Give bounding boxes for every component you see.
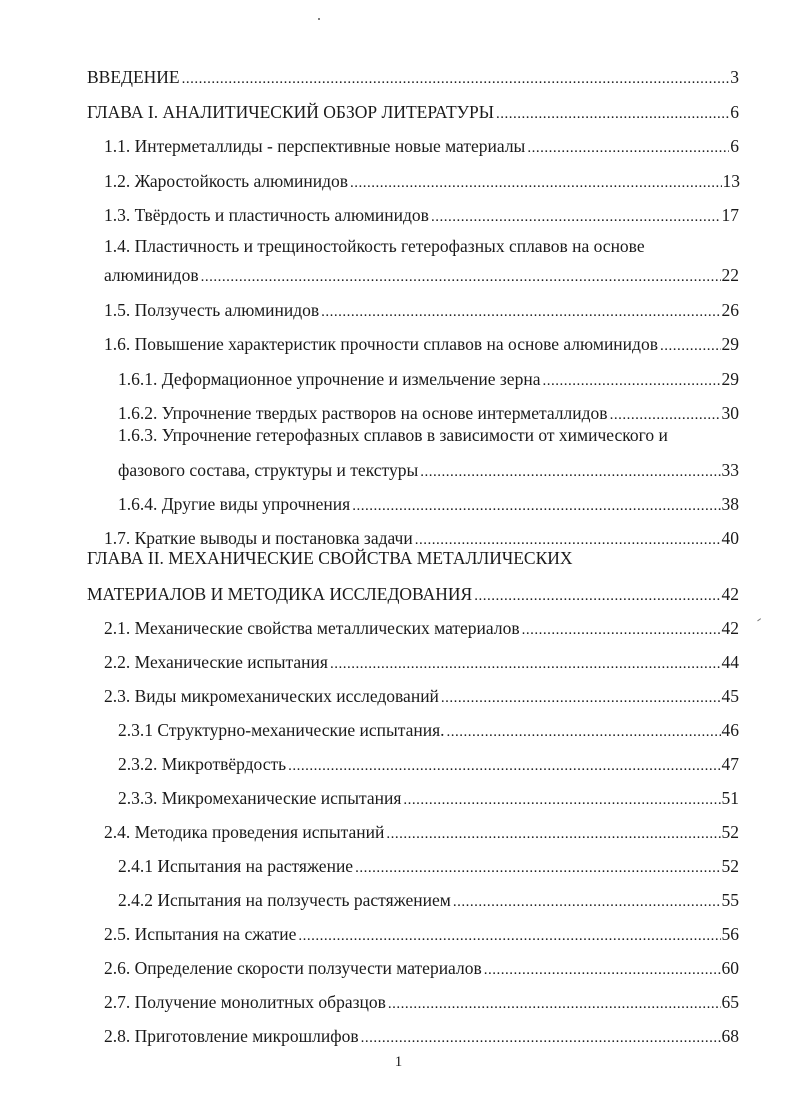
toc-entry-page: 6 [730,102,739,122]
toc-entry-title: 1.6.4. Другие виды упрочнения [118,494,351,514]
toc-entry-page: 30 [721,403,739,423]
toc-entry-title: ВВЕДЕНИЕ [87,67,180,87]
toc-entry-1-6-3[interactable] [118,451,739,481]
toc-entry-page: 45 [721,686,739,706]
toc-entry-title: алюминидов [104,265,199,285]
dot-leader [453,889,721,911]
toc-entry-title: 2.3.2. Микротвёрдость [118,754,287,774]
toc-entry-title: фазового состава, структуры и текстуры [118,460,419,480]
dot-leader [496,101,729,123]
toc-entry-page: 52 [721,822,739,842]
toc-entry-page: 68 [721,1026,739,1046]
toc-entry-2-4-1[interactable] [118,847,739,877]
dot-leader [403,787,720,809]
dot-leader [660,333,721,355]
toc-entry-1-1[interactable] [104,127,739,157]
dot-leader [298,923,720,945]
toc-entry-title: 1.6.2. Упрочнение твердых растворов на основе интерметаллидов [118,403,608,423]
toc-entry-page: 42 [721,584,739,604]
toc-entry-title: 1.6. Повышение характеристик прочности сплавов на основе алюминидов [104,334,658,354]
toc-entry-1-3[interactable] [104,196,739,226]
dot-leader [542,368,720,390]
toc-entry-title: 2.4.2 Испытания на ползучесть растяжением [118,890,451,910]
dot-leader [441,685,721,707]
scan-speck [318,18,320,20]
toc-entry-title: 2.5. Испытания на сжатие [104,924,297,944]
toc-entry-page: 6 [730,136,739,156]
scan-mark [757,618,763,624]
dot-leader [352,493,720,515]
toc-entry-page: 60 [721,958,739,978]
toc-entry-page: 52 [721,856,739,876]
toc-entry-chapter-1[interactable] [87,93,739,123]
toc-entry-page: 26 [721,300,739,320]
dot-leader [474,583,720,605]
toc-entry-title: 2.3.1 Структурно-механические испытания. [118,720,445,740]
toc-entry-title: 1.2. Жаростойкость алюминидов [104,171,349,191]
toc-entry-2-1[interactable] [104,609,739,639]
toc-entry-1-6-4[interactable] [118,485,739,515]
toc-entry-page: 46 [721,720,739,740]
toc-entry-title: 2.2. Механические испытания [104,652,328,672]
toc-entry-page: 33 [721,460,739,480]
toc-entry-page: 42 [721,618,739,638]
toc-entry-page: 29 [721,369,739,389]
dot-leader [447,719,721,741]
toc-entry-1-6-3-line1[interactable]: 1.6.3. Упрочнение гетерофазных сплавов в зависимости от химического и [118,425,668,445]
toc-entry-1-6-1[interactable] [118,360,739,390]
dot-leader [288,753,720,775]
toc-entry-1-6[interactable] [104,325,739,355]
toc-entry-title: 1.5. Ползучесть алюминидов [104,300,320,320]
toc-entry-title: 2.6. Определение скорости ползучести материалов [104,958,482,978]
toc-entry-page: 22 [721,265,739,285]
dot-leader [431,204,721,226]
toc-entry-page: 47 [721,754,739,774]
toc-entry-title: 2.3.3. Микромеханические испытания [118,788,402,808]
dot-leader [386,821,720,843]
toc-entry-1-5[interactable] [104,291,739,321]
toc-entry-title: 1.1. Интерметаллиды - перспективные новые материалы [104,136,526,156]
dot-leader [355,855,720,877]
toc-entry-page: 17 [721,205,739,225]
toc-entry-title: 2.8. Приготовление микрошлифов [104,1026,359,1046]
toc-entry-2-3-2[interactable] [118,745,739,775]
toc-entry-title: МАТЕРИАЛОВ И МЕТОДИКА ИССЛЕДОВАНИЯ [87,584,473,604]
toc-entry-title: 1.6.1. Деформационное упрочнение и измельчение зерна [118,369,541,389]
toc-entry-page: 29 [721,334,739,354]
toc-entry-title: 2.4. Методика проведения испытаний [104,822,385,842]
toc-entry-page: 51 [721,788,739,808]
toc-entry-2-8[interactable] [104,1017,739,1047]
dot-leader [330,651,721,673]
dot-leader [321,299,720,321]
dot-leader [350,170,721,192]
toc-entry-page: 13 [722,171,740,191]
toc-entry-page: 56 [721,924,739,944]
toc-entry-1-6-2[interactable] [118,394,739,424]
toc-entry-title: 2.1. Механические свойства металлических материалов [104,618,520,638]
dot-leader [361,1025,721,1047]
dot-leader [484,957,721,979]
dot-leader [415,527,721,549]
toc-entry-1-2[interactable] [104,162,740,192]
toc-entry-title: 2.7. Получение монолитных образцов [104,992,386,1012]
page-number: 1 [394,1054,403,1070]
toc-entry-2-4-2[interactable] [118,881,739,911]
toc-entry-page: 44 [721,652,739,672]
dot-leader [522,617,721,639]
toc-entry-2-3-3[interactable] [118,779,739,809]
toc-entry-1-7[interactable] [104,519,739,549]
toc-entry-page: 38 [721,494,739,514]
toc-entry-2-2[interactable] [104,643,739,673]
dot-leader [201,264,721,286]
toc-entry-2-5[interactable] [104,915,739,945]
dot-leader [527,135,729,157]
toc-entry-2-3-1[interactable] [118,711,739,741]
dot-leader [182,66,730,88]
toc-entry-page: 3 [730,67,739,87]
dot-leader [610,402,721,424]
toc-entry-introduction[interactable] [87,58,739,88]
toc-entry-2-4[interactable] [104,813,739,843]
toc-entry-2-7[interactable] [104,983,739,1013]
toc-entry-chapter-2[interactable] [87,575,739,605]
dot-leader [420,459,720,481]
toc-entry-title: 2.4.1 Испытания на растяжение [118,856,354,876]
toc-entry-1-4[interactable] [104,256,739,286]
toc-entry-1-4-line1[interactable]: 1.4. Пластичность и трещиностойкость гетерофазных сплавов на основе [104,236,645,256]
dot-leader [388,991,721,1013]
toc-entry-chapter-2-line1[interactable]: ГЛАВА II. МЕХАНИЧЕСКИЕ СВОЙСТВА МЕТАЛЛИЧЕСКИХ [87,548,573,568]
toc-entry-2-3[interactable] [104,677,739,707]
toc-entry-title: 2.3. Виды микромеханических исследований [104,686,439,706]
toc-entry-title: 1.7. Краткие выводы и постановка задачи [104,528,413,548]
toc-entry-page: 40 [721,528,739,548]
toc-entry-title: ГЛАВА I. АНАЛИТИЧЕСКИЙ ОБЗОР ЛИТЕРАТУРЫ [87,102,495,122]
toc-entry-page: 65 [721,992,739,1012]
toc-entry-page: 55 [721,890,739,910]
toc-entry-2-6[interactable] [104,949,739,979]
toc-entry-title: 1.3. Твёрдость и пластичность алюминидов [104,205,429,225]
